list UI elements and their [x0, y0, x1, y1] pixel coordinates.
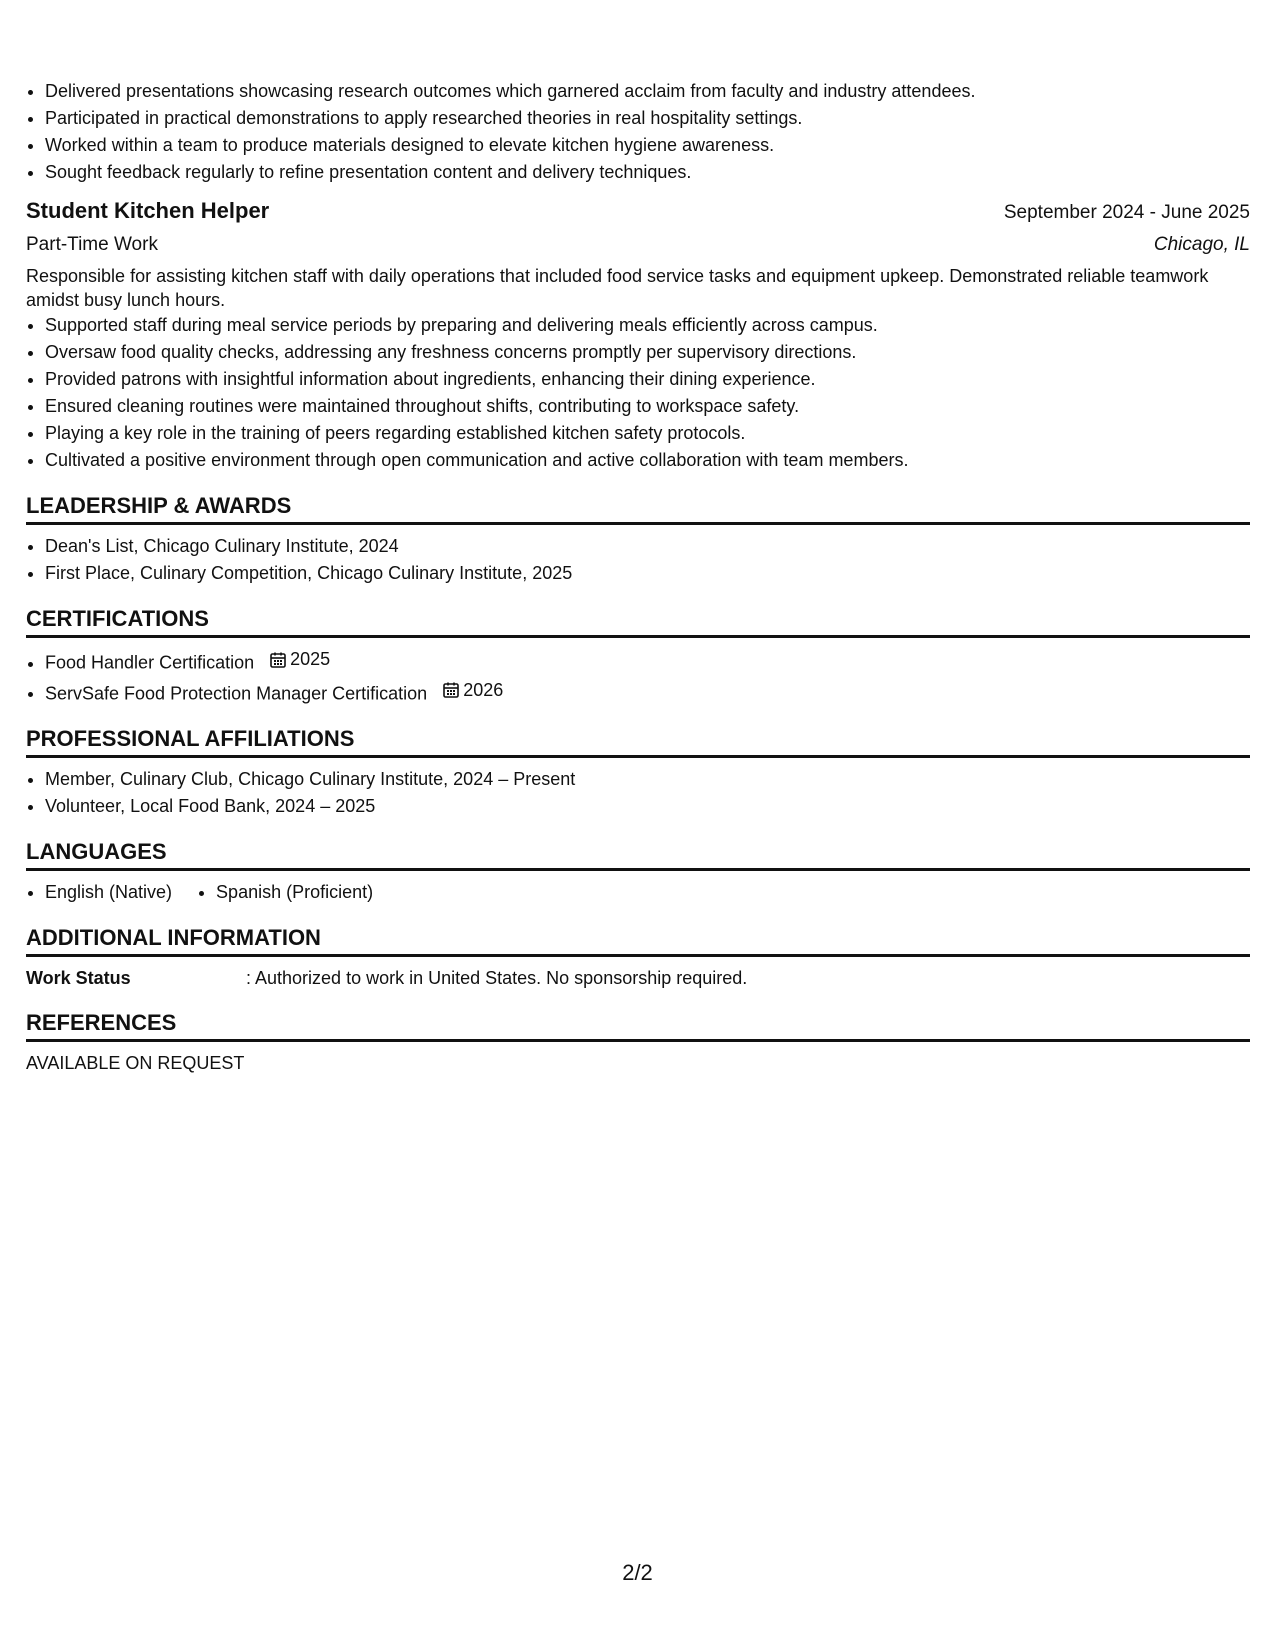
page-number: 2/2: [622, 1560, 653, 1585]
list-item: • Oversaw food quality checks, addressing any freshness concerns promptly per supervisory directions.: [45, 339, 1250, 366]
list-item: • Supported staff during meal service periods by preparing and delivering meals efficiently across campus.: [45, 312, 1250, 339]
list-item: [45, 646, 1250, 677]
references-text: AVAILABLE ON REQUEST: [26, 1053, 245, 1073]
section-title-additional: ADDITIONAL INFORMATION: [26, 924, 1250, 957]
list-item: • First Place, Culinary Competition, Chicago Culinary Institute, 2025: [45, 560, 1250, 587]
job-type: Part-Time Work: [26, 234, 158, 255]
research-bullet-list: [26, 78, 1250, 186]
section-title-affiliations: PROFESSIONAL AFFILIATIONS: [26, 725, 1250, 758]
job-location: Chicago, IL: [1153, 234, 1250, 255]
list-item: • Cultivated a positive environment through open communication and active collaboration with team members.: [45, 447, 1250, 474]
resume-page: [26, 78, 1250, 1076]
list-item: • Provided patrons with insightful information about ingredients, enhancing their dining experience.: [45, 366, 1250, 393]
job-title: Student Kitchen Helper: [26, 198, 270, 223]
calendar-icon: [442, 681, 460, 699]
certification-date: [269, 646, 330, 673]
list-item: • Dean's List, Chicago Culinary Institute, 2024: [45, 533, 1250, 560]
list-item: [45, 677, 1250, 708]
certification-name: ServSafe Food Protection Manager Certification: [45, 683, 428, 703]
section-title-certifications: CERTIFICATIONS: [26, 605, 1250, 638]
work-status-row: [26, 965, 1250, 991]
list-item: • Participated in practical demonstrations to apply researched theories in real hospitality settings.: [45, 105, 1250, 132]
list-item: • Delivered presentations showcasing research outcomes which garnered acclaim from faculty and industry attendees.: [45, 78, 1250, 105]
certifications-list: [26, 646, 1250, 707]
list-item: • Worked within a team to produce materials designed to elevate kitchen hygiene awareness.: [45, 132, 1250, 159]
job-description: Responsible for assisting kitchen staff with daily operations that included food service tasks and equipment upkeep. Demonstrated reliable teamwork amidst busy lunch hours.: [26, 266, 1209, 310]
job-subheader: [26, 230, 1250, 260]
list-item: • English (Native): [45, 879, 172, 906]
affiliations-list: [26, 766, 1250, 820]
section-title-leadership: LEADERSHIP & AWARDS: [26, 492, 1250, 525]
list-item: • Member, Culinary Club, Chicago Culinary Institute, 2024 – Present: [45, 766, 1250, 793]
list-item: • Playing a key role in the training of peers regarding established kitchen safety protocols.: [45, 420, 1250, 447]
languages-list: [26, 879, 1250, 906]
list-item: • Spanish (Proficient): [216, 879, 373, 906]
leadership-list: [26, 533, 1250, 587]
work-status-label: Work Status: [26, 968, 131, 988]
calendar-icon: [269, 651, 287, 669]
section-title-references: REFERENCES: [26, 1009, 1250, 1042]
job-dates: September 2024 - June 2025: [1003, 202, 1250, 223]
certification-date: [442, 677, 503, 704]
list-item: • Volunteer, Local Food Bank, 2024 – 2025: [45, 793, 1250, 820]
job-header: [26, 196, 1250, 228]
list-item: • Ensured cleaning routines were maintained throughout shifts, contributing to workspace safety.: [45, 393, 1250, 420]
job-bullet-list: [26, 312, 1250, 474]
work-status-value: : Authorized to work in United States. No sponsorship required.: [246, 968, 748, 988]
certification-year: 2025: [290, 649, 331, 669]
certification-name: Food Handler Certification: [45, 652, 255, 673]
section-title-languages: LANGUAGES: [26, 838, 1250, 871]
certification-year: 2026: [463, 679, 504, 700]
list-item: • Sought feedback regularly to refine presentation content and delivery techniques.: [45, 159, 1250, 186]
